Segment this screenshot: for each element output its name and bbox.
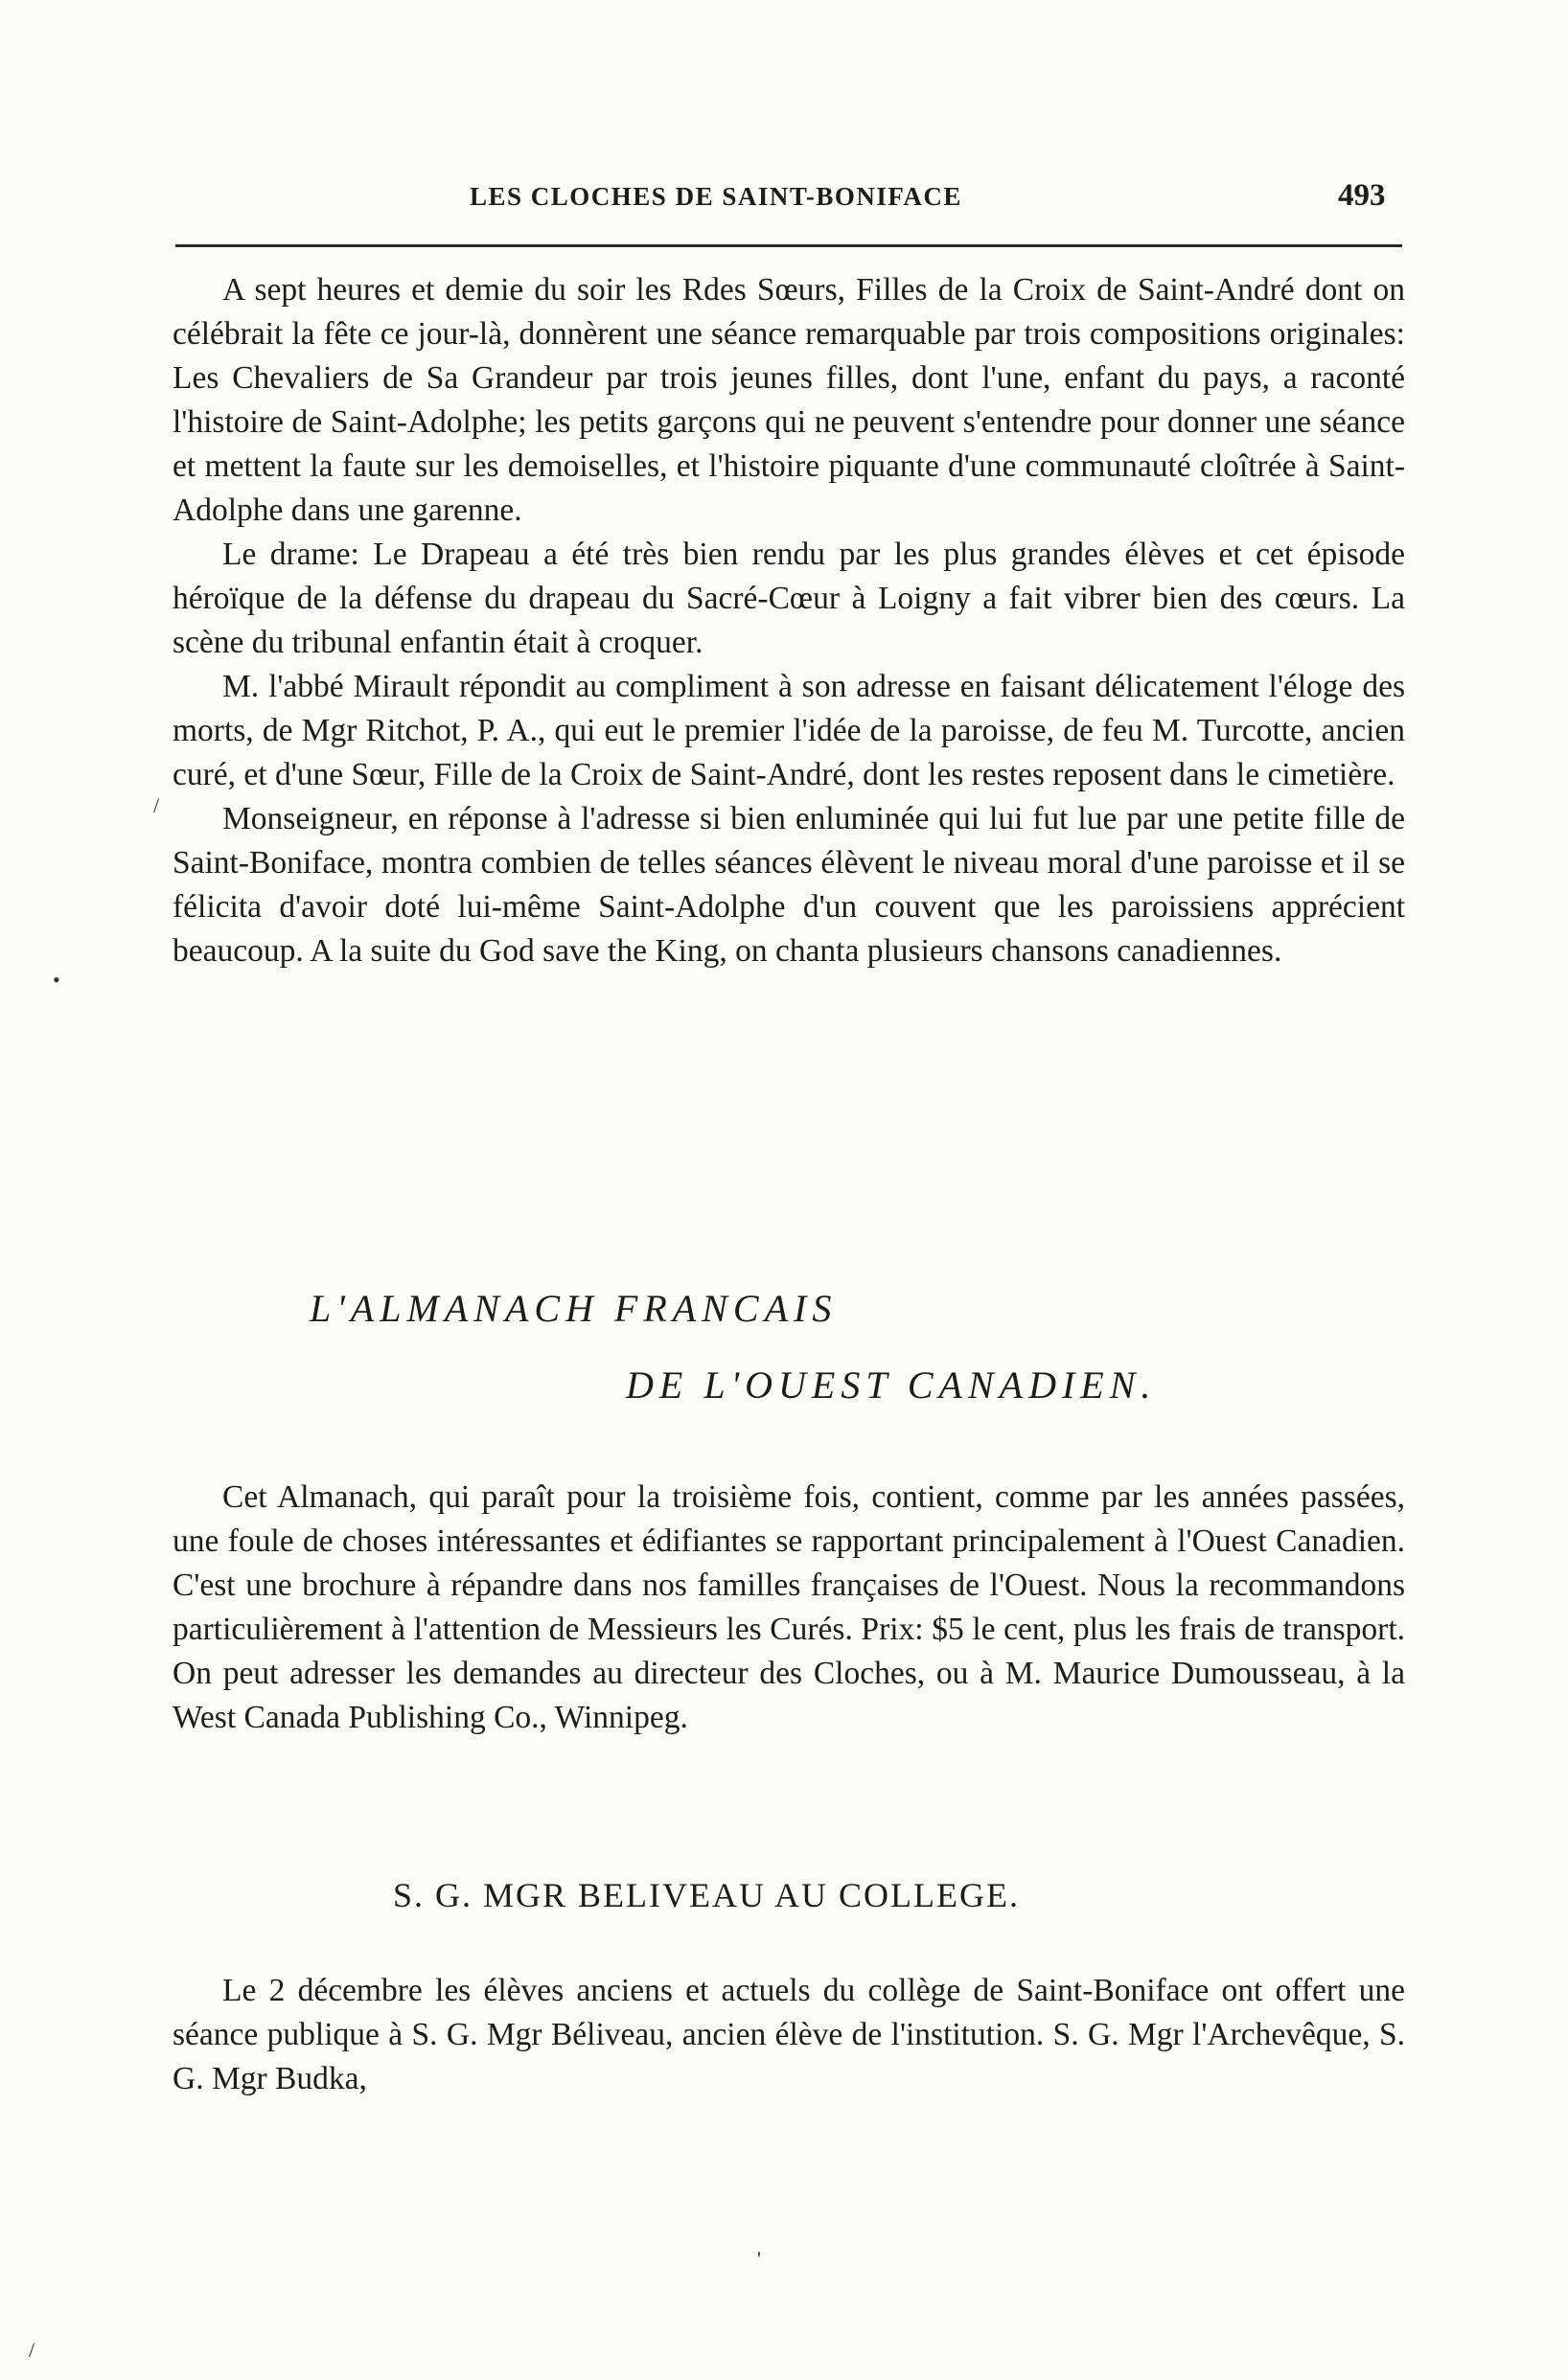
scan-speck: •	[53, 968, 60, 992]
section-heading-beliveau: S. G. MGR BELIVEAU AU COLLEGE.	[393, 1876, 1020, 1914]
header-rule	[175, 244, 1402, 247]
running-title: LES CLOCHES DE SAINT-BONIFACE	[470, 182, 962, 211]
section-almanach	[173, 1476, 1405, 1740]
paragraph: Le drame: Le Drapeau a été très bien rendu par les plus grandes élèves et cet épisode héroïque de la défense du drapeau du Sacré-Cœur à Loigny a fait vibrer bien des cœurs. La scène du tribunal enfantin était à croquer.	[173, 537, 1405, 660]
section-title-almanach-line2: DE L'OUEST CANADIEN.	[626, 1363, 1157, 1407]
section-title-almanach-line1: L'ALMANACH FRANCAIS	[310, 1287, 838, 1330]
section-beliveau	[173, 1969, 1405, 2101]
scan-speck: /	[153, 793, 160, 817]
paragraph: Monseigneur, en réponse à l'adresse si bien enluminée qui lui fut lue par une petite fille de Saint-Boniface, montra combien de telles séances élèvent le niveau moral d'une paroisse et il se félicita d'avoir doté lui-même Saint-Adolphe d'un couvent que les paroissiens apprécient beaucoup. A la suite du God save the King, on chanta plusieurs chansons canadiennes.	[173, 801, 1405, 969]
paragraph: A sept heures et demie du soir les Rdes Sœurs, Filles de la Croix de Saint-André dont on célébrait la fête ce jour-là, donnèrent une séance remarquable par trois compositions originales: Les Chevaliers de Sa Grandeur par trois jeunes filles, dont l'une, enfant du pays, a raconté l'histoire de Saint-Adolphe; les petits garçons qui ne peuvent s'entendre pour donner une séance et mettent la faute sur les demoiselles, et l'histoire piquante d'une communauté cloîtrée à Saint-Adolphe dans une garenne.	[173, 272, 1405, 528]
page-number: 493	[1338, 178, 1386, 213]
paragraph: Cet Almanach, qui paraît pour la troisième fois, contient, comme par les années passées, une foule de choses intéressantes et édifiantes se rapportant principalement à l'Ouest Canadien. C'est une brochure à répandre dans nos familles françaises de l'Ouest. Nous la recommandons particulièrement à l'attention de Messieurs les Curés. Prix: $5 le cent, plus les frais de transport. On peut adresser les demandes au directeur des Cloches, ou à M. Maurice Dumousseau, à la West Canada Publishing Co., Winnipeg.	[173, 1479, 1405, 1735]
section-seance-saint-adolphe	[173, 268, 1405, 973]
scan-speck: '	[757, 2247, 761, 2271]
paragraph: Le 2 décembre les élèves anciens et actuels du collège de Saint-Boniface ont offert une séance publique à S. G. Mgr Béliveau, ancien élève de l'institution. S. G. Mgr l'Archevêque, S. G. Mgr Budka,	[173, 1973, 1405, 2096]
scan-speck: /	[29, 2338, 35, 2362]
paragraph: M. l'abbé Mirault répondit au compliment à son adresse en faisant délicatement l'éloge des morts, de Mgr Ritchot, P. A., qui eut le premier l'idée de la paroisse, de feu M. Turcotte, ancien curé, et d'une Sœur, Fille de la Croix de Saint-André, dont les restes reposent dans le cimetière.	[173, 669, 1405, 792]
